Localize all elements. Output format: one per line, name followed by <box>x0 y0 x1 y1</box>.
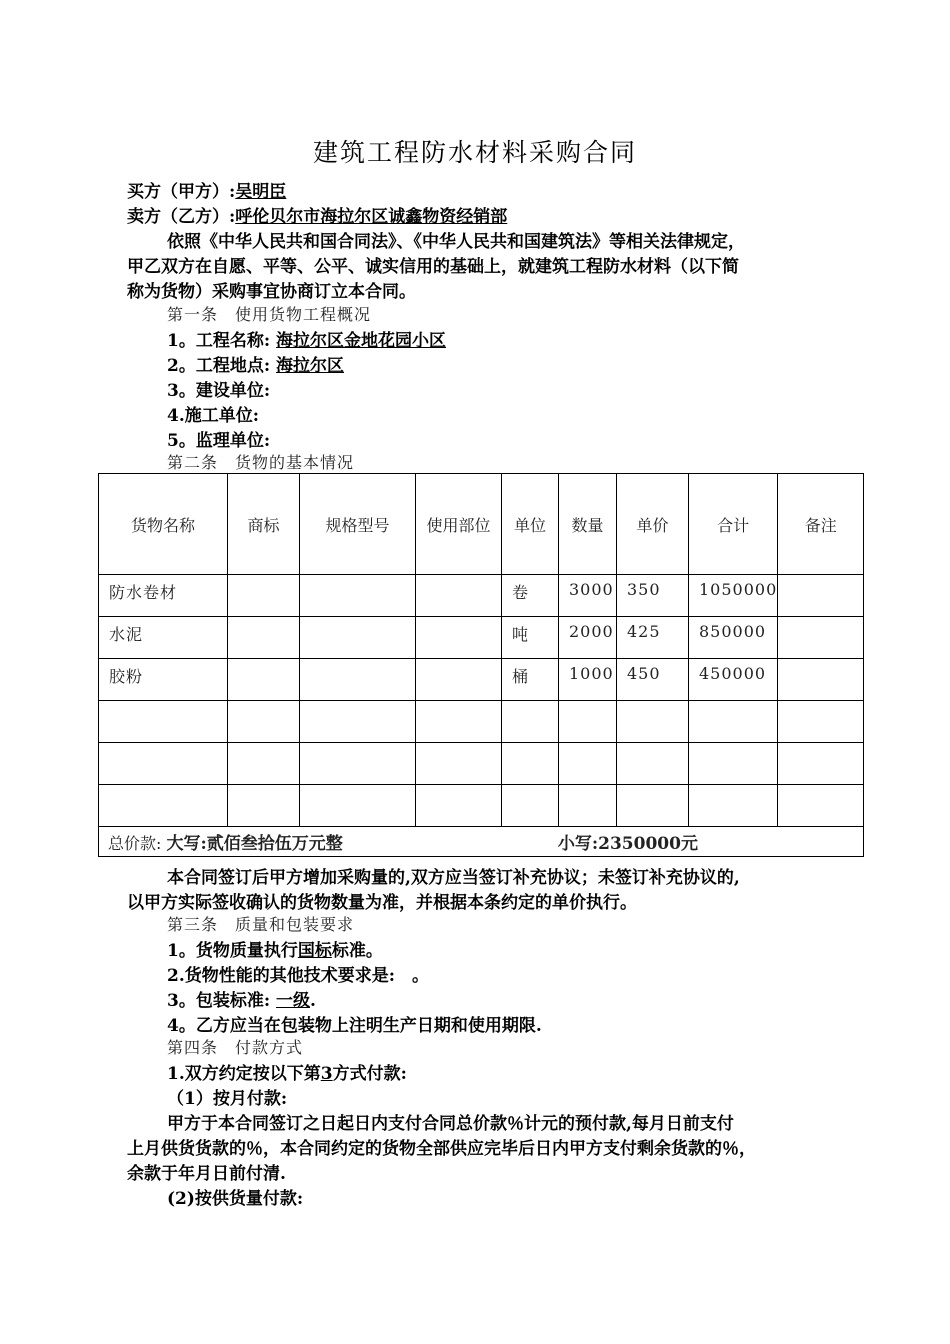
table-cell <box>778 659 863 664</box>
preamble-line-1: 依照《中华人民共和国合同法》、《中华人民共和国建筑法》等相关法律规定， <box>167 232 745 252</box>
column-header: 规格型号 <box>300 474 416 575</box>
table-cell <box>416 617 501 622</box>
total-price-label: 总价款: <box>108 834 162 853</box>
article1-heading: 第一条 使用货物工程概况 <box>167 305 372 324</box>
page-title: 建筑工程防水材料采购合同 <box>312 138 637 167</box>
table-row <box>99 701 864 743</box>
quality-standard-value: 国标 <box>297 941 332 961</box>
column-header: 合计 <box>689 474 778 575</box>
column-header: 数量 <box>559 474 617 575</box>
project-location-label: 2。工程地点: <box>167 356 271 376</box>
table-cell <box>778 617 863 622</box>
total-price-lower: 小写:2350000元 <box>557 834 698 854</box>
table-cell: 425 <box>627 622 661 641</box>
table-cell: 3000 <box>569 580 614 599</box>
quality-standard-line <box>167 936 383 961</box>
payment-method-suffix: 方式付款: <box>332 1064 407 1084</box>
monthly-payment-heading: （1）按月付款: <box>167 1089 288 1109</box>
packaging-standard-prefix: 3。包装标准: <box>167 991 271 1011</box>
article4-heading: 第四条 付款方式 <box>167 1038 304 1057</box>
quality-standard-prefix: 1。货物质量执行 <box>167 941 298 961</box>
table-cell <box>228 575 299 580</box>
payment-terms-line-3: 余款于年月日前付清. <box>127 1164 286 1184</box>
table-cell: 桶 <box>512 667 530 686</box>
payment-method-prefix: 1.双方约定按以下第 <box>167 1064 321 1084</box>
payment-terms-line-2: 上月供货货款的％，本合同约定的货物全部供应完毕后日内甲方支付剩余货款的％， <box>127 1139 756 1159</box>
table-cell <box>300 575 415 580</box>
table-cell <box>228 617 299 622</box>
table-cell: 水泥 <box>109 625 144 644</box>
project-location-value: 海拉尔区 <box>276 356 345 376</box>
article2-heading: 第二条 货物的基本情况 <box>167 453 355 472</box>
payment-method-line <box>167 1059 407 1084</box>
packaging-standard-value: 一级 <box>276 991 311 1011</box>
payment-terms-line-1: 甲方于本合同签订之日起日内支付合同总价款％计元的预付款,每月日前支付 <box>167 1114 734 1134</box>
payment-method-value: 3 <box>320 1064 333 1084</box>
seller-label: 卖方（乙方）: <box>127 207 236 227</box>
quality-standard-suffix: 标准。 <box>331 941 383 961</box>
table-row <box>99 617 864 659</box>
project-name-label: 1。工程名称: <box>167 331 271 351</box>
seller-name: 呼伦贝尔市海拉尔区诚鑫物资经销部 <box>235 207 508 227</box>
table-row <box>99 659 864 701</box>
table-cell: 防水卷材 <box>109 583 178 602</box>
construction-unit-line: 3。建设单位: <box>167 381 271 401</box>
project-location-line <box>167 351 344 376</box>
column-header: 货物名称 <box>99 474 228 575</box>
table-cell <box>300 617 415 622</box>
table-cell: 1050000 <box>699 580 778 599</box>
table-cell <box>778 575 863 580</box>
total-price-upper: 大写:贰佰叁拾伍万元整 <box>166 834 343 854</box>
column-header: 单位 <box>502 474 559 575</box>
table-cell <box>416 575 501 580</box>
table-row <box>99 575 864 617</box>
column-header: 备注 <box>778 474 864 575</box>
supplement-note-line-2: 以甲方实际签收确认的货物数量为准，并根据本条约定的单价执行。 <box>127 893 637 913</box>
table-cell: 1000 <box>569 664 614 683</box>
buyer-label: 买方（甲方）: <box>127 182 236 202</box>
preamble-line-2: 甲乙双方在自愿、平等、公平、诚实信用的基础上，就建筑工程防水材料（以下简 <box>127 257 739 277</box>
buyer-name: 吴明臣 <box>235 182 287 202</box>
table-cell: 胶粉 <box>109 667 144 686</box>
seller-line <box>127 202 507 227</box>
table-cell <box>416 659 501 664</box>
table-cell: 2000 <box>569 622 614 641</box>
supplement-note-line-1: 本合同签订后甲方增加采购量的,双方应当签订补充协议；未签订补充协议的, <box>167 868 740 888</box>
packaging-standard-line <box>167 986 316 1011</box>
table-cell <box>300 659 415 664</box>
technical-requirements-line: 2.货物性能的其他技术要求是: 。 <box>167 966 430 986</box>
goods-table <box>98 473 864 857</box>
table-cell: 350 <box>627 580 661 599</box>
table-cell: 850000 <box>699 622 767 641</box>
table-cell: 卷 <box>512 583 530 602</box>
packaging-standard-suffix: . <box>310 991 316 1011</box>
preamble-line-3: 称为货物）采购事宜协商订立本合同。 <box>127 282 416 302</box>
project-name-value: 海拉尔区金地花园小区 <box>276 331 447 351</box>
table-cell: 450 <box>627 664 661 683</box>
project-name-line <box>167 326 446 351</box>
supervision-unit-line: 5。监理单位: <box>167 431 271 451</box>
production-date-line: 4。乙方应当在包装物上注明生产日期和使用期限. <box>167 1016 542 1036</box>
table-cell: 450000 <box>699 664 767 683</box>
table-header-row <box>99 474 864 575</box>
builder-unit-line: 4.施工单位: <box>167 406 260 426</box>
column-header: 使用部位 <box>416 474 502 575</box>
table-cell: 吨 <box>512 625 530 644</box>
supply-quantity-payment-heading: (2)按供货量付款: <box>167 1189 304 1209</box>
column-header: 商标 <box>228 474 300 575</box>
table-cell <box>228 659 299 664</box>
article3-heading: 第三条 质量和包装要求 <box>167 915 355 934</box>
table-row <box>99 743 864 785</box>
total-price-line <box>99 829 863 854</box>
table-total-row <box>99 827 864 857</box>
table-row <box>99 785 864 827</box>
column-header: 单价 <box>617 474 689 575</box>
buyer-line <box>127 177 286 202</box>
